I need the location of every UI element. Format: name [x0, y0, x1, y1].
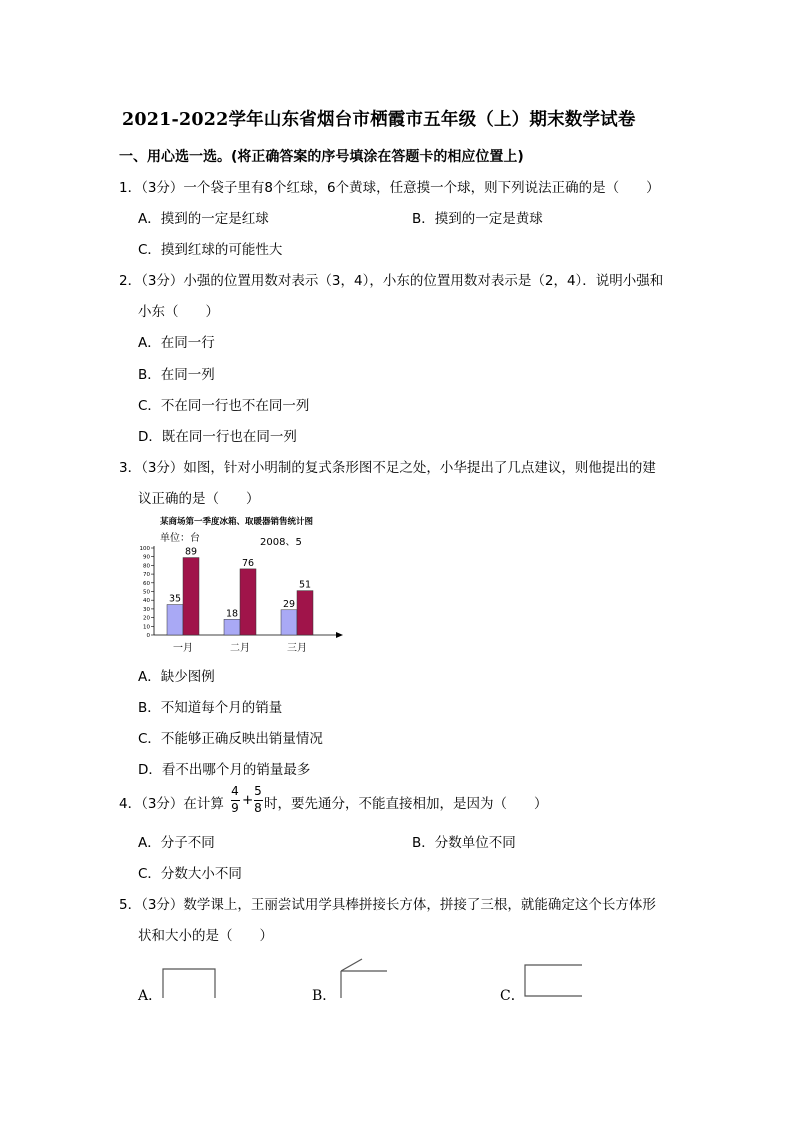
chart-bar	[183, 558, 199, 635]
figure-b-sticks	[334, 955, 394, 1001]
page-title: 2021-2022学年山东省烟台市栖霞市五年级（上）期末数学试卷	[122, 110, 636, 130]
fraction-2-numerator: 5	[254, 784, 262, 798]
figure-label-b: B．	[312, 988, 337, 1004]
chart-y-tick-label: 20	[143, 615, 150, 622]
chart-y-tick-label: 50	[143, 589, 150, 596]
figure-a-sticks	[158, 963, 220, 1001]
chart-bar	[167, 605, 183, 635]
chart-y-tick-label: 90	[143, 554, 150, 561]
question-2-option-c: C．不在同一行也不在同一列	[138, 398, 310, 414]
chart-y-tick-label: 80	[143, 563, 150, 570]
chart-bar	[240, 569, 256, 635]
question-3-stem-line1: 3．（3分）如图，针对小明制的复式条形图不足之处，小华提出了几点建议，则他提出的建	[119, 460, 656, 476]
chart-x-labels	[173, 642, 307, 654]
chart-data-label: 76	[241, 557, 255, 569]
question-2-stem-line2: 小东（ ）	[138, 304, 219, 320]
chart-bars	[167, 547, 313, 635]
question-3-option-b: B．不知道每个月的销量	[138, 700, 283, 716]
question-2-stem-line1: 2．（3分）小强的位置用数对表示（3，4），小东的位置用数对表示是（2，4）．说明小强和	[119, 273, 664, 289]
question-3-option-d: D．看不出哪个月的销量最多	[138, 762, 311, 778]
chart-data-label: 35	[168, 593, 182, 605]
question-3-option-a: A．缺少图例	[138, 669, 215, 685]
chart-x-axis-arrow	[336, 632, 343, 638]
chart-y-tick-label: 10	[143, 624, 150, 631]
question-4-stem-prefix: 4．（3分）在计算	[119, 796, 224, 812]
question-2-option-a: A．在同一行	[138, 335, 215, 351]
fraction-1-denominator: 9	[231, 801, 239, 815]
fraction-2-denominator: 8	[254, 801, 262, 815]
chart-data-label: 51	[298, 579, 312, 591]
chart-title: 某商场第一季度冰箱、取暖器销售统计图	[160, 517, 314, 527]
question-4-option-a: A．分子不同	[138, 835, 215, 851]
chart-category-label: 三月	[287, 643, 307, 654]
chart-y-tick-label: 40	[143, 598, 150, 605]
question-2-option-d: D．既在同一行也在同一列	[138, 429, 297, 445]
figure-c-sticks	[520, 960, 586, 1000]
question-4-option-b: B．分数单位不同	[412, 835, 516, 851]
chart-bar	[281, 610, 297, 635]
chart-y-tick-label: 100	[139, 546, 150, 552]
question-1-option-c: C．摸到红球的可能性大	[138, 242, 283, 258]
chart-unit-label: 单位：台	[160, 533, 200, 544]
question-1-option-b: B．摸到的一定是黄球	[412, 211, 543, 227]
chart-y-tick-label: 0	[146, 633, 150, 639]
question-4-option-c: C．分数大小不同	[138, 866, 242, 882]
question-5-stem-line2: 状和大小的是（ ）	[138, 928, 273, 944]
question-3-option-c: C．不能够正确反映出销量情况	[138, 731, 323, 747]
question-2-option-b: B．在同一列	[138, 367, 215, 383]
sales-bar-chart	[138, 512, 348, 662]
chart-y-ticks	[140, 546, 155, 639]
chart-data-label: 89	[184, 546, 198, 558]
figure-label-a: A．	[138, 988, 163, 1004]
fraction-1-numerator: 4	[231, 784, 239, 798]
section-heading: 一、用心选一选。(将正确答案的序号填涂在答题卡的相应位置上)	[119, 149, 524, 165]
question-3-stem-line2: 议正确的是（ ）	[138, 491, 260, 507]
chart-date-label: 2008、5	[260, 537, 302, 548]
chart-data-label: 29	[282, 598, 296, 610]
chart-bar	[224, 619, 240, 635]
chart-bar	[297, 591, 313, 635]
question-5-stem-line1: 5．（3分）数学课上，王丽尝试用学具棒拼接长方体，拼接了三根，就能确定这个长方体形	[119, 897, 656, 913]
chart-y-tick-label: 60	[143, 580, 150, 587]
question-4-stem-suffix: 时，要先通分，不能直接相加，是因为（ ）	[264, 796, 548, 812]
chart-category-label: 二月	[230, 643, 250, 654]
question-1-stem: 1．（3分）一个袋子里有8个红球，6个黄球，任意摸一个球，则下列说法正确的是（ ）	[119, 180, 660, 196]
chart-y-tick-label: 30	[143, 606, 150, 613]
chart-data-label: 18	[225, 608, 239, 620]
question-1-option-a: A．摸到的一定是红球	[138, 211, 269, 227]
chart-category-label: 一月	[173, 643, 193, 654]
chart-y-tick-label: 70	[143, 572, 150, 579]
figure-label-c: C．	[500, 988, 525, 1004]
plus-sign: +	[242, 792, 254, 808]
